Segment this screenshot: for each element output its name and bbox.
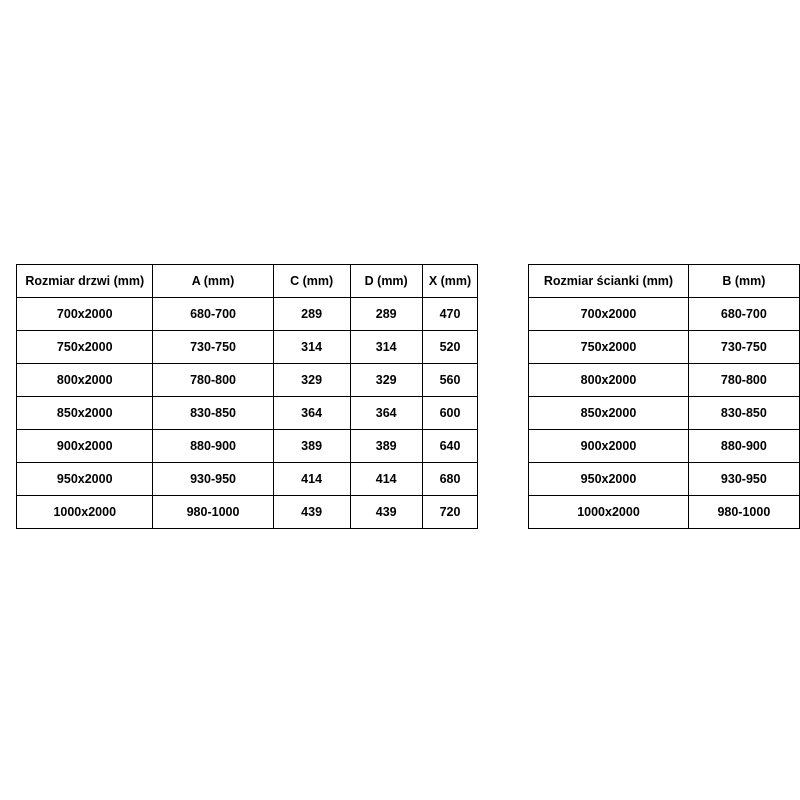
column-header-a: A (mm) (153, 265, 273, 298)
cell-a: 730-750 (153, 331, 273, 364)
cell-door-size: 700x2000 (17, 298, 153, 331)
table-row (529, 463, 800, 496)
cell-door-size: 750x2000 (17, 331, 153, 364)
column-header-b: B (mm) (688, 265, 799, 298)
cell-c: 414 (273, 463, 350, 496)
cell-b: 980-1000 (688, 496, 799, 529)
wall-size-table-body (529, 298, 800, 529)
cell-door-size: 900x2000 (17, 430, 153, 463)
wall-size-table (528, 264, 800, 529)
cell-c: 439 (273, 496, 350, 529)
cell-door-size: 1000x2000 (17, 496, 153, 529)
cell-b: 680-700 (688, 298, 799, 331)
cell-x: 520 (422, 331, 478, 364)
cell-wall-size: 700x2000 (529, 298, 688, 331)
cell-d: 364 (350, 397, 422, 430)
cell-x: 600 (422, 397, 478, 430)
cell-d: 414 (350, 463, 422, 496)
tables-container (0, 264, 800, 529)
cell-wall-size: 850x2000 (529, 397, 688, 430)
cell-c: 289 (273, 298, 350, 331)
cell-c: 329 (273, 364, 350, 397)
table-row (529, 430, 800, 463)
cell-x: 640 (422, 430, 478, 463)
cell-a: 880-900 (153, 430, 273, 463)
cell-wall-size: 800x2000 (529, 364, 688, 397)
table-row (17, 364, 478, 397)
cell-b: 930-950 (688, 463, 799, 496)
column-header-x: X (mm) (422, 265, 478, 298)
cell-c: 364 (273, 397, 350, 430)
wall-size-table-block (528, 264, 800, 529)
cell-d: 314 (350, 331, 422, 364)
cell-b: 830-850 (688, 397, 799, 430)
cell-wall-size: 950x2000 (529, 463, 688, 496)
cell-b: 730-750 (688, 331, 799, 364)
cell-door-size: 850x2000 (17, 397, 153, 430)
cell-wall-size: 750x2000 (529, 331, 688, 364)
cell-b: 780-800 (688, 364, 799, 397)
table-row (529, 298, 800, 331)
cell-x: 470 (422, 298, 478, 331)
cell-a: 930-950 (153, 463, 273, 496)
doors-size-table-head (17, 265, 478, 298)
cell-wall-size: 1000x2000 (529, 496, 688, 529)
table-row (529, 397, 800, 430)
cell-door-size: 800x2000 (17, 364, 153, 397)
cell-a: 680-700 (153, 298, 273, 331)
table-row (17, 430, 478, 463)
table-header-row (529, 265, 800, 298)
column-header-door-size: Rozmiar drzwi (mm) (17, 265, 153, 298)
cell-x: 560 (422, 364, 478, 397)
table-row (529, 364, 800, 397)
column-header-c: C (mm) (273, 265, 350, 298)
cell-d: 329 (350, 364, 422, 397)
doors-size-table (16, 264, 478, 529)
cell-c: 314 (273, 331, 350, 364)
cell-a: 780-800 (153, 364, 273, 397)
table-row (17, 397, 478, 430)
table-row (17, 463, 478, 496)
cell-door-size: 950x2000 (17, 463, 153, 496)
cell-x: 680 (422, 463, 478, 496)
cell-d: 439 (350, 496, 422, 529)
table-row (17, 496, 478, 529)
cell-a: 980-1000 (153, 496, 273, 529)
table-row (17, 331, 478, 364)
column-header-d: D (mm) (350, 265, 422, 298)
cell-c: 389 (273, 430, 350, 463)
cell-a: 830-850 (153, 397, 273, 430)
doors-size-table-body (17, 298, 478, 529)
cell-d: 389 (350, 430, 422, 463)
wall-size-table-head (529, 265, 800, 298)
table-row (529, 331, 800, 364)
table-row (529, 496, 800, 529)
table-row (17, 298, 478, 331)
cell-x: 720 (422, 496, 478, 529)
column-header-wall-size: Rozmiar ścianki (mm) (529, 265, 688, 298)
cell-wall-size: 900x2000 (529, 430, 688, 463)
cell-d: 289 (350, 298, 422, 331)
cell-b: 880-900 (688, 430, 799, 463)
table-header-row (17, 265, 478, 298)
doors-size-table-block (16, 264, 478, 529)
